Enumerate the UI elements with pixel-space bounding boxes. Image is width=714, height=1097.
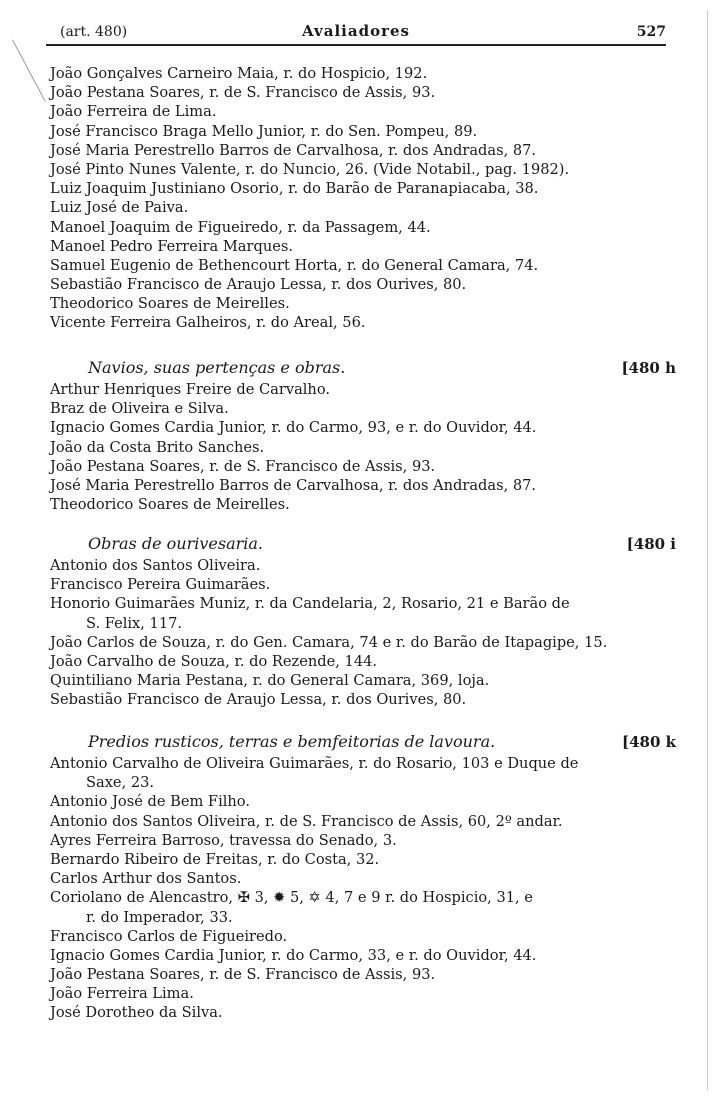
entry-line: José Pinto Nunes Valente, r. do Nuncio, 26. (Vide Notabil., pag. 1982). xyxy=(50,160,570,178)
entry-line: José Maria Perestrello Barros de Carvalhosa, r. dos Andradas, 87. xyxy=(50,476,537,494)
entry-line: Honorio Guimarães Muniz, r. da Candelaria, 2, Rosario, 21 e Barão de xyxy=(50,595,570,613)
running-header xyxy=(46,22,666,44)
entry-line: João Ferreira Lima. xyxy=(50,985,194,1003)
entry-line: Arthur Henriques Freire de Carvalho. xyxy=(50,381,331,398)
entry-line: João Ferreira de Lima. xyxy=(50,103,217,121)
entry-continuation: r. do Imperador, 33. xyxy=(86,908,233,926)
entry-line: João Gonçalves Carneiro Maia, r. do Hospicio, 192. xyxy=(50,65,428,82)
entry-line: Ignacio Gomes Cardia Junior, r. do Carmo, 93, e r. do Ouvidor, 44. xyxy=(50,419,537,437)
section-navios xyxy=(50,356,676,514)
entry-line: José Dorotheo da Silva. xyxy=(50,1004,223,1022)
page-number: 527 xyxy=(636,24,666,40)
section-reference: [480 h xyxy=(621,359,676,377)
entry-line: Ignacio Gomes Cardia Junior, r. do Carmo, 33, e r. do Ouvidor, 44. xyxy=(50,946,537,964)
section-predios-rusticos xyxy=(50,730,676,1023)
section-ourivesaria xyxy=(50,532,676,710)
entry-line: Bernardo Ribeiro de Freitas, r. do Costa, 32. xyxy=(50,850,380,868)
entry-line: Ayres Ferreira Barroso, travessa do Senado, 3. xyxy=(50,831,397,849)
page-title: Avaliadores xyxy=(302,22,410,40)
entry-line: Manoel Pedro Ferreira Marques. xyxy=(50,237,293,255)
section-heading xyxy=(50,356,676,380)
entry-line: João Pestana Soares, r. de S. Francisco de Assis, 93. xyxy=(50,457,436,475)
section-reference: [480 i xyxy=(626,535,676,553)
entry-line: Antonio dos Santos Oliveira. xyxy=(50,557,261,574)
section-title: Predios rusticos, terras e bemfeitorias de lavoura. xyxy=(88,732,496,751)
margin-mark xyxy=(12,40,46,102)
section-heading xyxy=(50,532,676,556)
entry-line: Sebastião Francisco de Araujo Lessa, r. dos Ourives, 80. xyxy=(50,691,467,709)
entry-line: Francisco Pereira Guimarães. xyxy=(50,576,271,594)
entry-line: Theodorico Soares de Meirelles. xyxy=(50,295,290,313)
article-reference: (art. 480) xyxy=(60,24,128,40)
section-title: Obras de ourivesaria. xyxy=(88,534,263,553)
entry-line: Luiz Joaquim Justiniano Osorio, r. do Barão de Paranapiacaba, 38. xyxy=(50,180,539,198)
entry-line: Theodorico Soares de Meirelles. xyxy=(50,496,290,514)
entry-continuation: Saxe, 23. xyxy=(86,774,155,792)
entry-line: Luiz José de Paiva. xyxy=(50,199,189,217)
entry-line: João da Costa Brito Sanches. xyxy=(50,438,265,456)
entry-line: Samuel Eugenio de Bethencourt Horta, r. do General Camara, 74. xyxy=(50,256,539,274)
entry-line: José Maria Perestrello Barros de Carvalhosa, r. dos Andradas, 87. xyxy=(50,141,537,159)
entry-line: João Pestana Soares, r. de S. Francisco de Assis, 93. xyxy=(50,84,436,102)
section-heading xyxy=(50,730,676,754)
entry-line: Quintiliano Maria Pestana, r. do General Camara, 369, loja. xyxy=(50,672,490,690)
section-title: Navios, suas pertenças e obras. xyxy=(88,358,346,377)
entry-line: João Carvalho de Souza, r. do Rezende, 144. xyxy=(50,652,378,670)
entry-line: Carlos Arthur dos Santos. xyxy=(50,870,242,888)
entry-line: Antonio dos Santos Oliveira, r. de S. Francisco de Assis, 60, 2º andar. xyxy=(50,812,563,830)
entry-line: José Francisco Braga Mello Junior, r. do Sen. Pompeu, 89. xyxy=(50,122,478,140)
entry-line: Antonio José de Bem Filho. xyxy=(50,793,250,811)
entry-line: Sebastião Francisco de Araujo Lessa, r. dos Ourives, 80. xyxy=(50,276,467,294)
section-reference: [480 k xyxy=(621,733,676,751)
page-edge xyxy=(707,10,708,1090)
entry-line: João Pestana Soares, r. de S. Francisco de Assis, 93. xyxy=(50,966,436,984)
header-rule xyxy=(46,44,666,46)
entry-line: João Carlos de Souza, r. do Gen. Camara, 74 e r. do Barão de Itapagipe, 15. xyxy=(50,633,608,651)
entry-line: Coriolano de Alencastro, ✠ 3, ✹ 5, ✡ 4, 7 e 9 r. do Hospicio, 31, e xyxy=(50,889,533,907)
entry-continuation: S. Felix, 117. xyxy=(86,614,183,632)
entry-line: Antonio Carvalho de Oliveira Guimarães, r. do Rosario, 103 e Duque de xyxy=(50,755,579,772)
entry-line: Braz de Oliveira e Silva. xyxy=(50,400,229,418)
lead-entry-list xyxy=(50,64,676,333)
entry-line: Francisco Carlos de Figueiredo. xyxy=(50,927,288,945)
entry-line: Manoel Joaquim de Figueiredo, r. da Passagem, 44. xyxy=(50,218,431,236)
entry-line: Vicente Ferreira Galheiros, r. do Areal, 56. xyxy=(50,314,366,332)
